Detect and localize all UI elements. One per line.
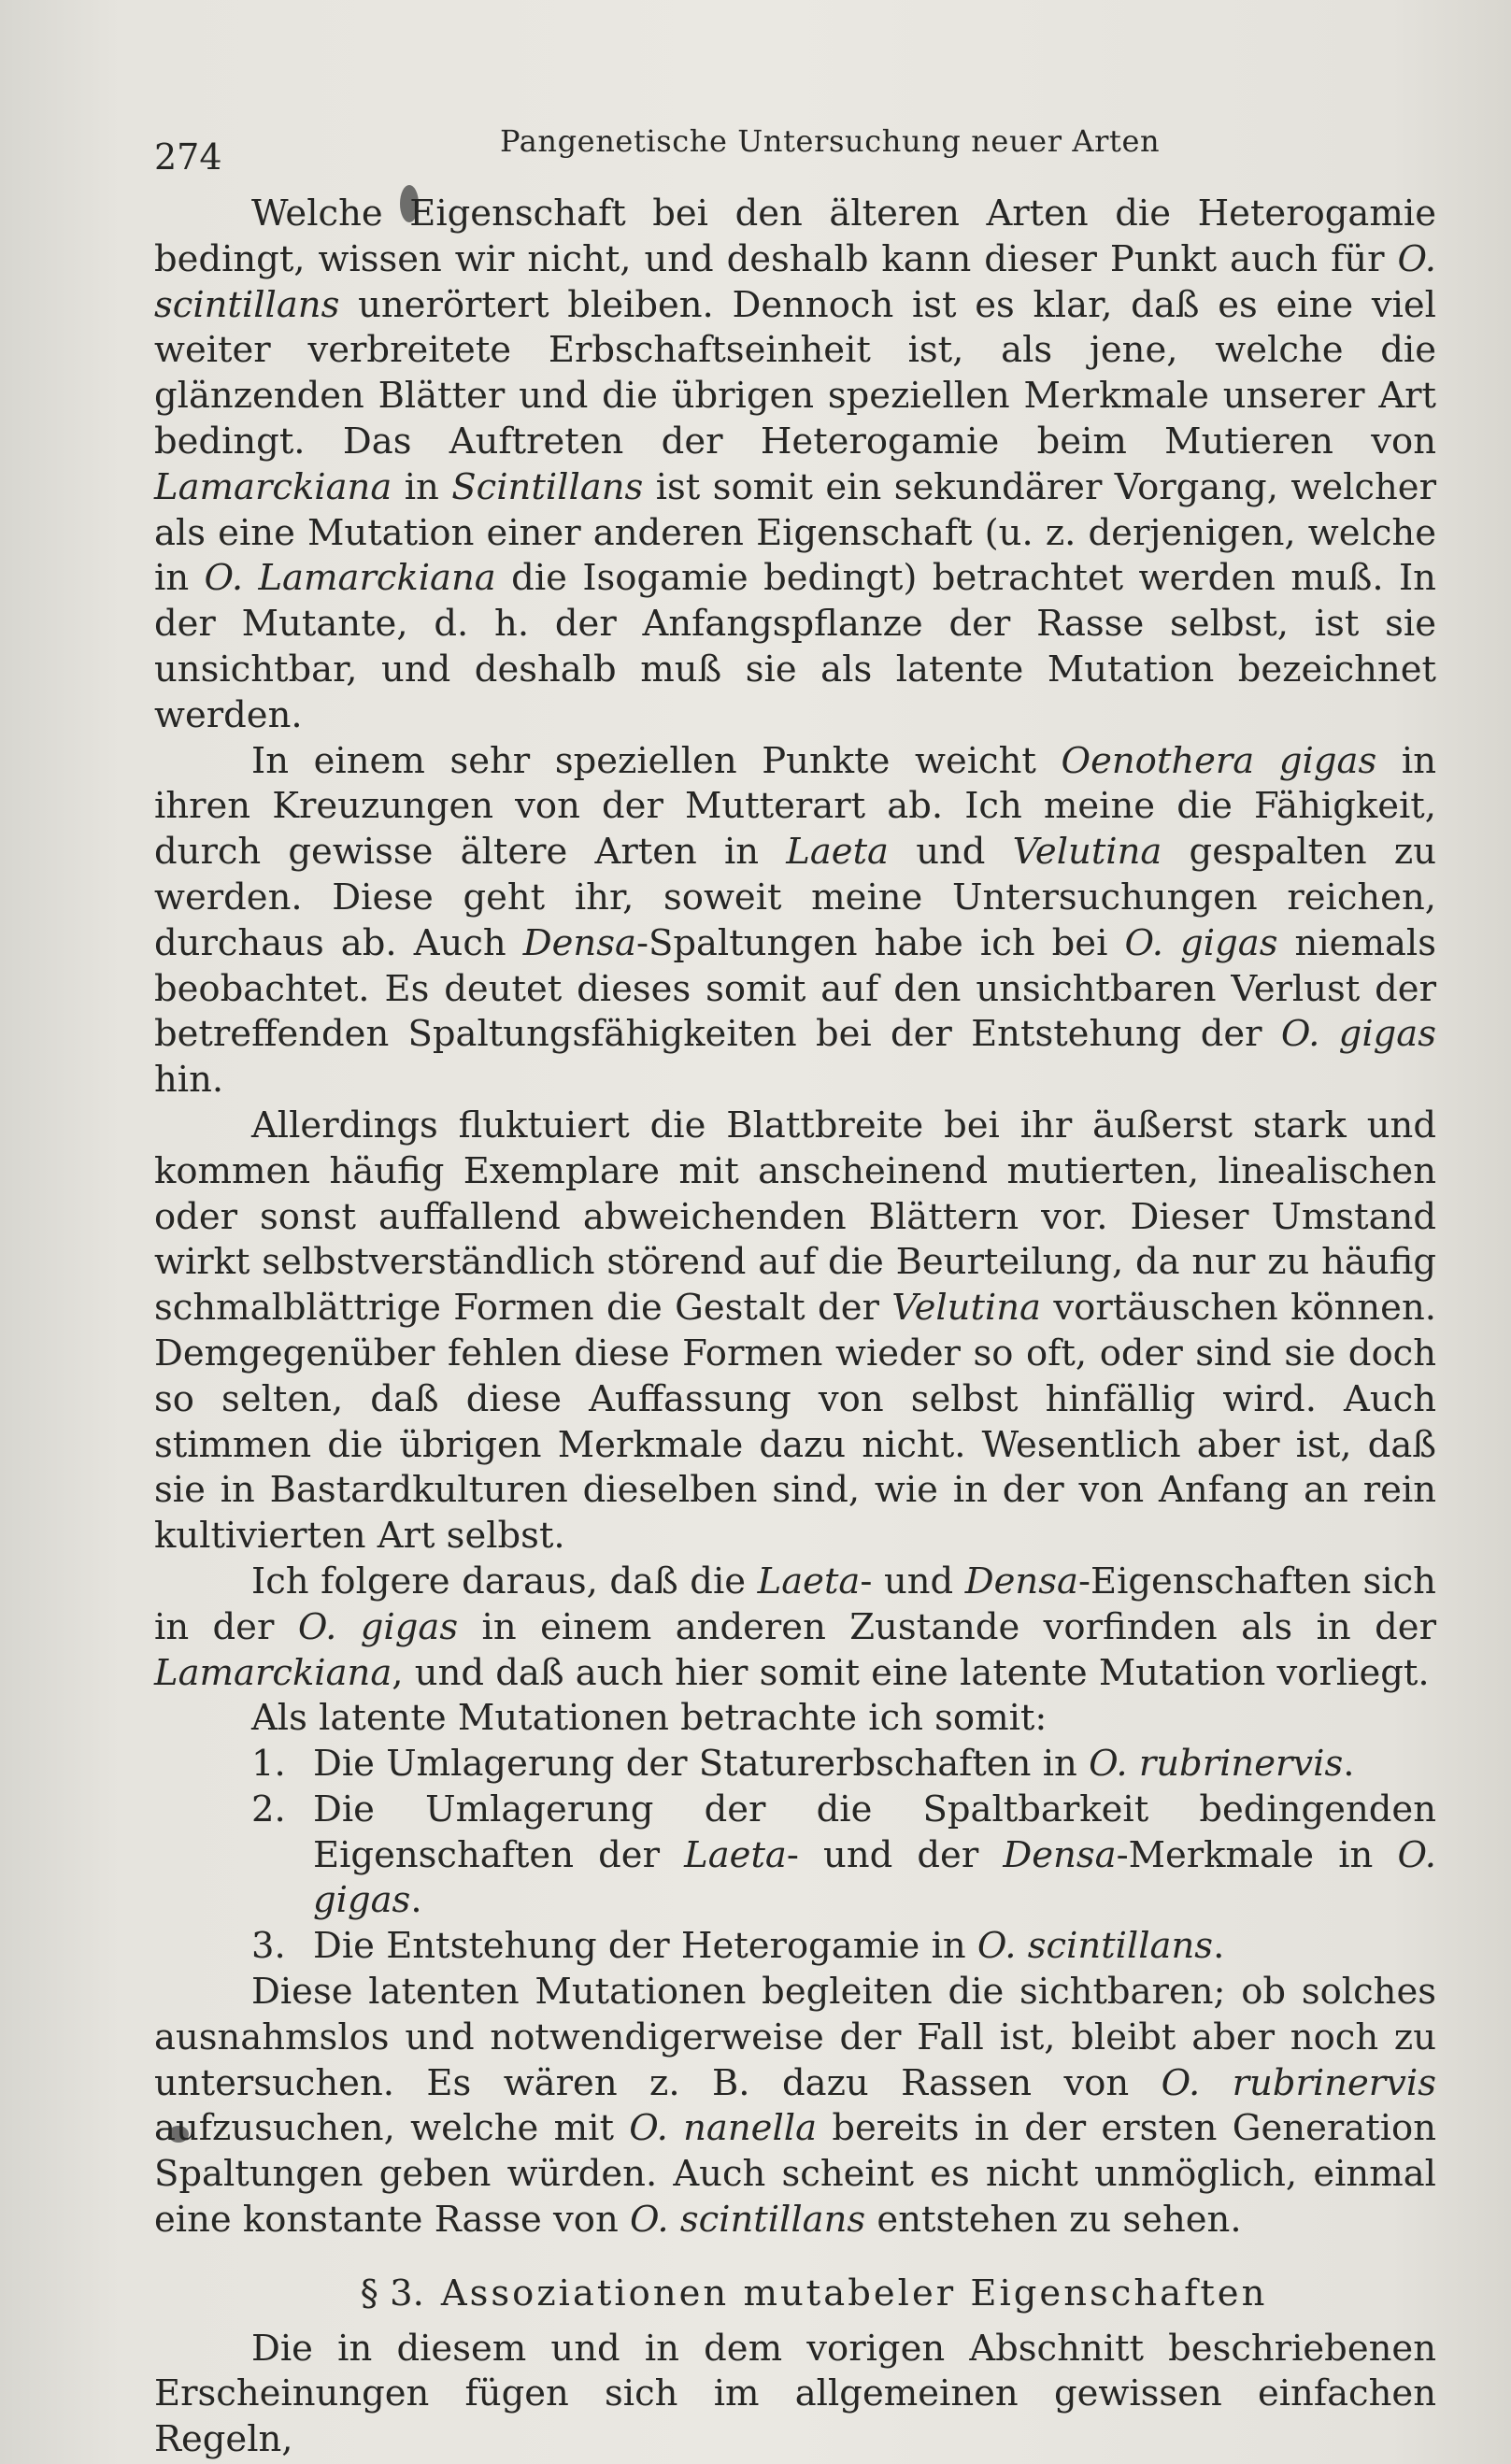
body-text [154,192,1436,2463]
section-heading [154,2272,1436,2317]
paragraph: Die in diesem und in dem vorigen Abschnitt beschriebenen Erscheinungen fügen sich im allgemeinen gewissen einfachen Regeln, [154,2327,1436,2461]
paragraph: Allerdings fluktuiert die Blattbreite bei ihr äußerst stark und kommen häufig Exemplare mit anscheinend mutierten, linealischen oder sonst auffallend abweichenden Blättern vor. Dieser Umstand wirkt selbstverständlich störend auf die Beurteilung, da nur zu häufig schmalblättrige Formen die Gestalt der Velutina vortäuschen können. Demgegenüber fehlen diese Formen wieder so oft, oder sind sie doch so selten, daß diese Auffassung von selbst hinfällig wird. Auch stimmen die übrigen Merkmale dazu nicht. Wesentlich aber ist, daß sie in Bastardkulturen dieselben sind, wie in der von Anfang an rein kultivierten Art selbst. [154,1104,1436,1558]
section-number: § 3. [360,2272,424,2314]
paragraph: Als latente Mutationen betrachte ich somit: [251,1697,1048,1740]
paragraph: Diese latenten Mutationen begleiten die sichtbaren; ob solches ausnahmslos und notwendigerweise der Fall ist, bleibt aber noch zu untersuchen. Es wären z. B. dazu Rassen von O. rubrinervis aufzusuchen, welche mit O. nanella bereits in der ersten Generation Spaltungen geben würden. Auch scheint es nicht unmöglich, einmal eine konstante Rasse von O. scintillans entstehen zu sehen. [154,1971,1436,2242]
page-number: 274 [154,136,222,178]
list-item: 1. Die Umlagerung der Staturerbschaften in O. rubrinervis. [251,1743,1355,1786]
list-item: 2. Die Umlagerung der die Spaltbarkeit bedingenden Eigenschaften der Laeta- und der Densa-Merkmale in O. gigas. [251,1787,1437,1922]
list-item: 3. Die Entstehung der Heterogamie in O. scintillans. [251,1925,1225,1968]
section-title: Assoziationen mutabeler Eigenschaften [440,2272,1268,2314]
latent-mutation-list [154,1742,1436,1970]
page-header [154,120,1444,176]
paragraph: Welche Eigenschaft bei den älteren Arten die Heterogamie bedingt, wissen wir nicht, und deshalb kann dieser Punkt auch für O. scintillans unerörtert bleiben. Dennoch ist es klar, daß es eine viel weiter verbreitete Erbschaftseinheit ist, als jene, welche die glänzenden Blätter und die übrigen speziellen Merkmale unserer Art bedingt. Das Auftreten der Heterogamie beim Mutieren von Lamarckiana in Scintillans ist somit ein sekundärer Vorgang, welcher als eine Mutation einer anderen Eigenschaft (u. z. derjenigen, welche in O. Lamarckiana die Isogamie bedingt) betrachtet werden muß. In der Mutante, d. h. der Anfangspflanze der Rasse selbst, ist sie unsichtbar, und deshalb muß sie als latente Mutation bezeichnet werden. [154,192,1436,736]
paragraph: Ich folgere daraus, daß die Laeta- und Densa-Eigenschaften sich in der O. gigas in einem anderen Zustande vorfinden als in der Lamarckiana, und daß auch hier somit eine latente Mutation vorliegt. [154,1560,1436,1694]
paragraph: In einem sehr speziellen Punkte weicht Oenothera gigas in ihren Kreuzungen von der Mutterart ab. Ich meine die Fähigkeit, durch gewisse ältere Arten in Laeta und Velutina gespalten zu werden. Diese geht ihr, soweit meine Untersuchungen reichen, durchaus ab. Auch Densa-Spaltungen habe ich bei O. gigas niemals beobachtet. Es deutet dieses somit auf den unsichtbaren Verlust der betreffenden Spaltungsfähigkeiten bei der Entstehung der O. gigas hin. [154,739,1436,1102]
running-head: Pangenetische Untersuchung neuer Arten [500,123,1161,159]
